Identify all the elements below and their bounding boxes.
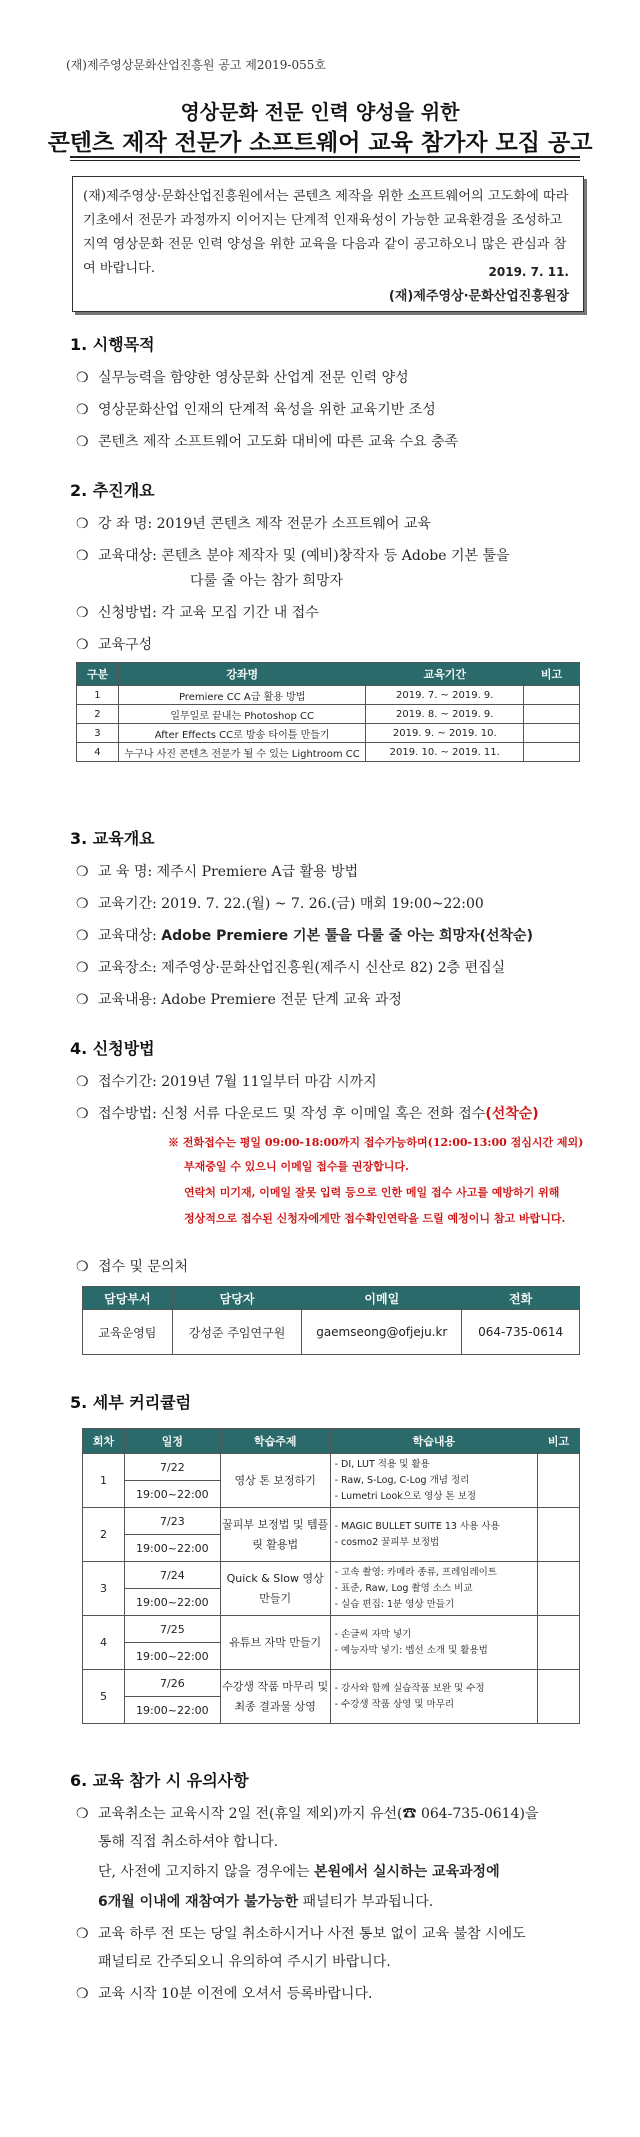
session-time: 19:00~22:00: [124, 1481, 220, 1508]
item-text: 접수 및 문의처: [98, 1259, 189, 1275]
session-date: 7/22: [124, 1454, 220, 1481]
list-item: [76, 861, 358, 881]
section-heading: 4. 신청방법: [70, 1039, 155, 1058]
session-date: 7/25: [124, 1616, 220, 1643]
bullet-icon: ❍: [76, 1806, 89, 1822]
table-header-row: [77, 663, 580, 686]
title-underline-thin: [70, 160, 580, 161]
content-line: - cosmo2 꿀피부 보정법: [334, 1536, 440, 1548]
column-header: 담당자: [172, 1287, 302, 1310]
section-heading: 6. 교육 참가 시 유의사항: [70, 1771, 249, 1790]
table-header-row: [83, 1287, 580, 1310]
content-line: - Raw, S-Log, C-Log 개념 정리: [334, 1474, 470, 1486]
item-text: 교육구성: [98, 637, 153, 653]
column-header: 학습주제: [220, 1429, 330, 1454]
table-header-row: [83, 1429, 580, 1454]
table-cell: [524, 724, 580, 743]
table-cell: 2019. 8. ~ 2019. 9.: [366, 705, 524, 724]
column-header: 강좌명: [118, 663, 366, 686]
title-underline: [70, 156, 580, 158]
item-text: 교육내용: Adobe Premiere 전문 단계 교육 과정: [98, 992, 402, 1008]
table-cell: 누구나 사진 콘텐츠 전문가 될 수 있는 Lightroom CC: [118, 743, 366, 762]
table-cell: 4: [77, 743, 119, 762]
session-topic: 유튜브 자막 만들기: [220, 1616, 330, 1670]
item-text: 교육 시작 10분 이전에 오셔서 등록바랍니다.: [98, 1986, 373, 2002]
notice-note: 연락처 미기재, 이메일 잘못 입력 등으로 인한 메일 접수 사고를 예방하기 위해: [184, 1186, 560, 1199]
item-continuation: 패널티로 간주되오니 유의하여 주시기 바랍니다.: [98, 1954, 391, 1970]
session-note: [538, 1508, 580, 1562]
notice-number: (재)제주영상문화산업진흥원 공고 제2019-055호: [66, 58, 326, 72]
session-number: 1: [83, 1454, 125, 1508]
table-cell: 2: [77, 705, 119, 724]
bullet-icon: ❍: [76, 1074, 89, 1090]
item-text: 신청방법: 각 교육 모집 기간 내 접수: [98, 605, 319, 621]
table-cell: 2019. 7. ~ 2019. 9.: [366, 686, 524, 705]
item-emphasis: 본원에서 실시하는 교육과정에: [314, 1864, 500, 1880]
phone-number: 064-735-0614: [462, 1310, 580, 1355]
session-number: 4: [83, 1616, 125, 1670]
title-line1: 영상문화 전문 인력 양성을 위한: [180, 100, 460, 124]
list-item: [76, 602, 319, 622]
item-text: 패널티가 부과됩니다.: [298, 1894, 434, 1910]
session-note: [538, 1616, 580, 1670]
table-row: [77, 743, 580, 762]
content-line: - 고속 촬영: 카메라 종류, 프레임레이트: [334, 1566, 497, 1578]
content-line: - 수강생 작품 상영 및 마무리: [334, 1698, 455, 1710]
table-row: [83, 1670, 580, 1697]
item-text: 영상문화산업 인재의 단계적 육성을 위한 교육기반 조성: [98, 402, 436, 418]
session-time: 19:00~22:00: [124, 1535, 220, 1562]
notice-note: ※ 전화접수는 평일 09:00-18:00까지 접수가능하며(12:00-13:00 점심시간 제외): [168, 1136, 584, 1149]
section-heading: 3. 교육개요: [70, 829, 155, 848]
table-cell: 강성준 주임연구원: [172, 1310, 302, 1355]
session-topic: Quick & Slow 영상 만들기: [220, 1562, 330, 1616]
list-item: [76, 1256, 188, 1276]
bullet-icon: ❍: [76, 992, 89, 1008]
table-cell: [524, 743, 580, 762]
table-row: [77, 705, 580, 724]
session-time: 19:00~22:00: [124, 1697, 220, 1724]
item-continuation: [98, 1891, 433, 1911]
table-cell: 2019. 9. ~ 2019. 10.: [366, 724, 524, 743]
item-text: 접수방법: 신청 서류 다운로드 및 작성 후 이메일 혹은 전화 접수: [98, 1106, 486, 1122]
bullet-icon: ❍: [76, 516, 89, 532]
content-line: - 실습 편집: 1분 영상 만들기: [334, 1598, 455, 1610]
bullet-icon: ❍: [76, 1106, 89, 1122]
item-text: 콘텐츠 제작 소프트웨어 고도화 대비에 따른 교육 수요 충족: [98, 434, 459, 450]
curriculum-table: [82, 1428, 580, 1724]
list-item: [76, 1071, 377, 1091]
intro-date: 2019. 7. 11.: [488, 265, 569, 279]
title-line2: 콘텐츠 제작 전문가 소프트웨어 교육 참가자 모집 공고: [47, 130, 593, 156]
table-cell: After Effects CC로 방송 타이틀 만들기: [118, 724, 366, 743]
table-row: [83, 1508, 580, 1535]
session-contents: [330, 1562, 537, 1616]
content-line: - DI, LUT 적용 및 활용: [334, 1458, 430, 1470]
item-text: 교육기간: 2019. 7. 22.(월) ~ 7. 26.(금) 매회 19:00~22:00: [98, 896, 484, 912]
session-contents: [330, 1508, 537, 1562]
list-item: [76, 399, 436, 419]
table-row: [83, 1562, 580, 1589]
table-cell: 2019. 10. ~ 2019. 11.: [366, 743, 524, 762]
session-number: 3: [83, 1562, 125, 1616]
content-line: - 강사와 함께 실습작품 보완 및 수정: [334, 1682, 485, 1694]
list-item: [76, 989, 402, 1009]
column-header: 구분: [77, 663, 119, 686]
session-date: 7/23: [124, 1508, 220, 1535]
table-row: [83, 1616, 580, 1643]
bullet-icon: ❍: [76, 370, 89, 386]
item-emphasis: (선착순): [485, 1106, 539, 1122]
item-text: 교육 하루 전 또는 당일 취소하시거나 사전 통보 없이 교육 불참 시에도: [98, 1926, 526, 1942]
table-row: [77, 686, 580, 705]
session-number: 2: [83, 1508, 125, 1562]
session-topic: 영상 톤 보정하기: [220, 1454, 330, 1508]
item-continuation: 통해 직접 취소하셔야 합니다.: [98, 1834, 279, 1850]
list-item: [76, 925, 533, 945]
section-heading: 1. 시행목적: [70, 335, 155, 354]
bullet-icon: ❍: [76, 864, 89, 880]
table-row: [77, 724, 580, 743]
list-item: [76, 545, 510, 565]
item-continuation: [98, 1861, 500, 1881]
content-line: - Lumetri Look으로 영상 톤 보정: [334, 1490, 477, 1502]
bullet-icon: ❍: [76, 1259, 89, 1275]
item-text: 단, 사전에 고지하지 않을 경우에는: [98, 1864, 315, 1880]
list-item: [76, 957, 505, 977]
intro-box: [72, 176, 584, 312]
email-link[interactable]: gaemseong@ofjeju.kr: [302, 1310, 462, 1355]
bullet-icon: ❍: [76, 1986, 89, 2002]
item-text: 교 육 명: 제주시 Premiere A급 활용 방법: [98, 864, 359, 880]
table-cell: 3: [77, 724, 119, 743]
intro-org: (재)제주영상·문화산업진흥원장: [388, 289, 569, 304]
contact-table: [82, 1286, 580, 1355]
content-line: - 손글씨 자막 넣기: [334, 1628, 412, 1640]
item-text: 교육장소: 제주영상·문화산업진흥원(제주시 신산로 82) 2층 편집실: [98, 960, 506, 976]
column-header: 회차: [83, 1429, 125, 1454]
notice-note: 부재중일 수 있으니 이메일 접수를 권장합니다.: [184, 1160, 409, 1173]
item-text: 접수기간: 2019년 7월 11일부터 마감 시까지: [98, 1074, 377, 1090]
bullet-icon: ❍: [76, 434, 89, 450]
session-contents: [330, 1670, 537, 1724]
content-line: - 예능자막 넣기: 벱선 소개 및 활용법: [334, 1644, 488, 1656]
bullet-icon: ❍: [76, 960, 89, 976]
column-header: 비고: [524, 663, 580, 686]
intro-text: (재)제주영상·문화산업진흥원에서는 콘텐츠 제작을 위한 소프트웨어의 고도화에 따라 기초에서 전문가 과정까지 이어지는 단계적 인재육성이 가능한 교육환경을 조성하고 지역 영상문화 전문 인력 양성을 위한 교육을 다음과 같이 공고하오니 많은 관심과 참여 바랍니다.: [83, 189, 569, 276]
list-item: [76, 893, 484, 913]
session-topic: 꿀피부 보정법 및 템플릿 활용법: [220, 1508, 330, 1562]
table-row: [83, 1310, 580, 1355]
column-header: 담당부서: [83, 1287, 173, 1310]
session-time: 19:00~22:00: [124, 1643, 220, 1670]
session-note: [538, 1562, 580, 1616]
bullet-icon: ❍: [76, 605, 89, 621]
column-header: 교육기간: [366, 663, 524, 686]
column-header: 일정: [124, 1429, 220, 1454]
column-header: 전화: [462, 1287, 580, 1310]
bullet-icon: ❍: [76, 896, 89, 912]
item-text: 실무능력을 함양한 영상문화 산업계 전문 인력 양성: [98, 370, 409, 386]
item-emphasis: Adobe Premiere 기본 툴을 다룰 줄 아는 희망자(선착순): [161, 928, 533, 944]
session-number: 5: [83, 1670, 125, 1724]
content-line: - MAGIC BULLET SUITE 13 사용 사용: [334, 1520, 500, 1532]
list-item: [76, 1983, 372, 2003]
session-date: 7/26: [124, 1670, 220, 1697]
content-line: - 표준, Raw, Log 촬영 소스 비교: [334, 1582, 473, 1594]
item-text: 교육취소는 교육시작 2일 전(휴일 제외)까지 유선(☎ 064-735-0614)을: [98, 1806, 539, 1822]
session-contents: [330, 1454, 537, 1508]
table-cell: 1: [77, 686, 119, 705]
bullet-icon: ❍: [76, 928, 89, 944]
item-text: 교육대상: 콘텐츠 분야 제작자 및 (예비)창작자 등 Adobe 기본 툴을: [98, 548, 510, 564]
item-continuation: 다룰 줄 아는 참가 희망자: [190, 573, 344, 589]
bullet-icon: ❍: [76, 402, 89, 418]
column-header: 이메일: [302, 1287, 462, 1310]
course-table: [76, 662, 580, 762]
item-text: 교육대상:: [98, 928, 162, 944]
session-contents: [330, 1616, 537, 1670]
list-item: [76, 513, 431, 533]
session-time: 19:00~22:00: [124, 1589, 220, 1616]
item-emphasis: 6개월 이내에 재참여가 불가능한: [98, 1894, 299, 1910]
table-cell: Premiere CC A급 활용 방법: [118, 686, 366, 705]
bullet-icon: ❍: [76, 1926, 89, 1942]
list-item: [76, 431, 458, 451]
session-note: [538, 1670, 580, 1724]
list-item: [76, 1803, 538, 1823]
section-heading: 2. 추진개요: [70, 481, 155, 500]
list-item: [76, 634, 152, 654]
column-header: 학습내용: [330, 1429, 537, 1454]
session-topic: 수강생 작품 마무리 및 최종 결과물 상영: [220, 1670, 330, 1724]
table-row: [83, 1454, 580, 1481]
list-item: [76, 1103, 539, 1123]
list-item: [76, 367, 409, 387]
session-date: 7/24: [124, 1562, 220, 1589]
bullet-icon: ❍: [76, 637, 89, 653]
table-cell: [524, 686, 580, 705]
bullet-icon: ❍: [76, 548, 89, 564]
session-note: [538, 1454, 580, 1508]
item-text: 강 좌 명: 2019년 콘텐츠 제작 전문가 소프트웨어 교육: [98, 516, 431, 532]
table-cell: [524, 705, 580, 724]
column-header: 비고: [538, 1429, 580, 1454]
table-cell: 일무일로 끝내는 Photoshop CC: [118, 705, 366, 724]
section-heading: 5. 세부 커리큘럼: [70, 1393, 192, 1412]
list-item: [76, 1923, 526, 1943]
notice-note: 정상적으로 접수된 신청자에게만 접수확인연락을 드릴 예정이니 참고 바랍니다.: [184, 1212, 566, 1225]
table-cell: 교육운영팀: [83, 1310, 173, 1355]
